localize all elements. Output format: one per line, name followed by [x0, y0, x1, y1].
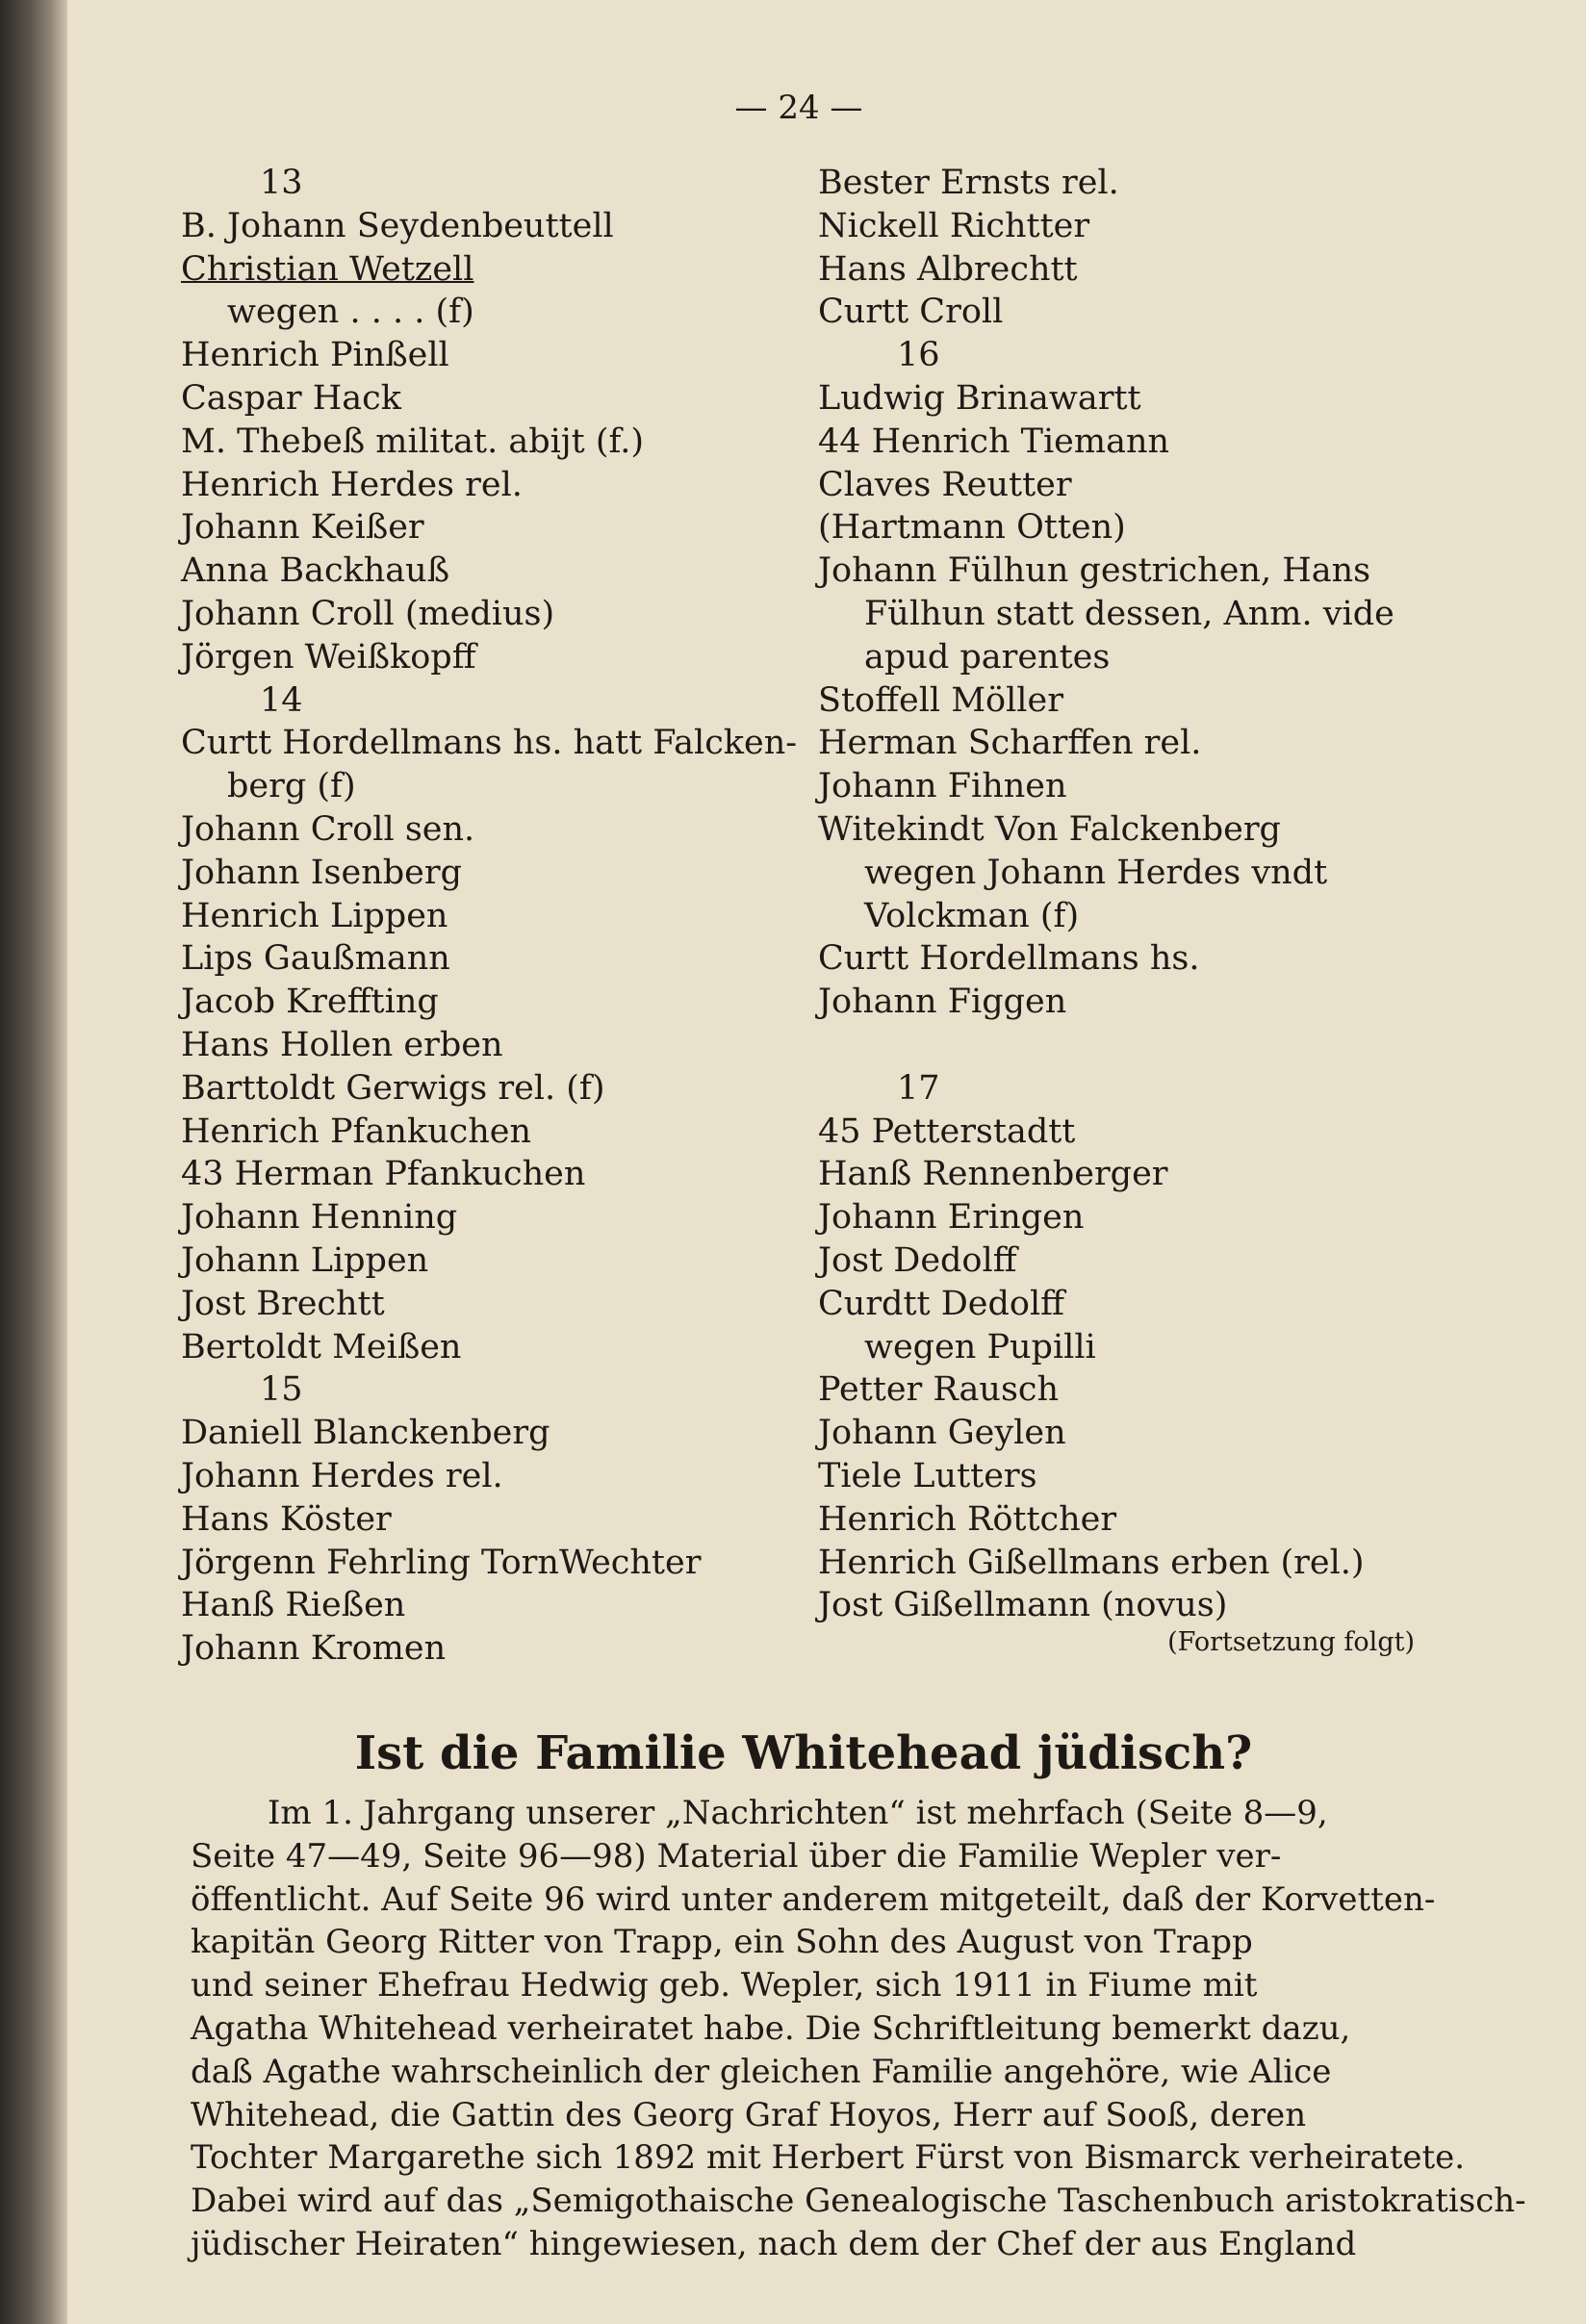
list-item: Jost Gißellmann (novus)	[818, 1586, 1228, 1625]
list-item: Bester Ernsts rel.	[818, 164, 1119, 202]
list-item: Henrich Röttcher	[818, 1499, 1117, 1539]
list-item: Hans Albrechtt	[818, 249, 1078, 289]
list-item: Johann Herdes rel.	[181, 1456, 503, 1495]
list-item: Hanß Rießen	[181, 1586, 406, 1625]
list-item: Claves Reutter	[818, 465, 1072, 504]
list-item	[181, 248, 797, 292]
list-item: Jost Dedolff	[818, 1240, 1017, 1280]
section-number: 16	[897, 336, 940, 375]
underlined-name: Christian Wetzell	[181, 249, 474, 289]
list-item: Hans Hollen erben	[181, 1025, 503, 1064]
list-item: B. Johann Seydenbeuttell	[181, 206, 614, 245]
article-line: öffentlicht. Auf Seite 96 wird unter anderem mitgeteilt, daß der Korvetten-	[191, 1879, 1436, 1919]
list-item: Johann Fülhun gestrichen, Hans	[818, 551, 1371, 591]
list-item: Johann Croll (medius)	[181, 594, 555, 633]
article-line: und seiner Ehefrau Hedwig geb. Wepler, sich 1911 in Fiume mit	[191, 1966, 1258, 2005]
list-item: Daniell Blanckenberg	[181, 1414, 550, 1453]
list-item: Curtt Hordellmans hs. hatt Falcken-	[181, 724, 798, 763]
article-line: Agatha Whitehead verheiratet habe. Die Schriftleitung bemerkt dazu,	[191, 2008, 1351, 2048]
list-item: Tiele Lutters	[818, 1456, 1037, 1495]
list-item: Curtt Hordellmans hs.	[818, 939, 1200, 979]
list-item: Volckman (f)	[864, 896, 1080, 935]
article-line: Tochter Margarethe sich 1892 mit Herbert Fürst von Bismarck verheiratete.	[191, 2138, 1466, 2178]
list-item: Henrich Lippen	[181, 896, 448, 935]
page-number: — 24 —	[734, 89, 863, 127]
right-column	[818, 162, 1424, 1627]
list-item: Jörgen Weißkopff	[181, 637, 476, 677]
book-gutter	[0, 0, 67, 2324]
article-line: daß Agathe wahrscheinlich der gleichen Familie angehöre, wie Alice	[191, 2052, 1332, 2091]
list-item: Stoffell Möller	[818, 680, 1063, 720]
list-item: Barttoldt Gerwigs rel. (f)	[181, 1068, 605, 1108]
article-line: Whitehead, die Gattin des Georg Graf Hoyos, Herr auf Sooß, deren	[191, 2095, 1307, 2134]
list-item: Johann Kromen	[181, 1629, 447, 1669]
section-number: 17	[897, 1068, 940, 1108]
section-number: 13	[260, 164, 303, 202]
list-item: Johann Henning	[181, 1198, 458, 1238]
list-item: (Hartmann Otten)	[818, 508, 1126, 548]
list-item: Henrich Gißellmans erben (rel.)	[818, 1543, 1365, 1582]
list-item: Caspar Hack	[181, 378, 401, 418]
section-number: 15	[260, 1370, 303, 1410]
list-item: Henrich Pinßell	[181, 336, 449, 375]
list-item: Johann Isenberg	[181, 853, 463, 892]
list-item: Bertoldt Meißen	[181, 1327, 462, 1366]
list-item: Curtt Croll	[818, 293, 1004, 332]
list-item: apud parentes	[864, 637, 1111, 677]
section-number: 14	[260, 680, 303, 720]
list-item: Henrich Herdes rel.	[181, 465, 523, 504]
list-item: Petter Rausch	[818, 1370, 1060, 1410]
list-item: Jost Brechtt	[181, 1284, 385, 1323]
list-item: Fülhun statt dessen, Anm. vide	[864, 594, 1394, 633]
blank-line	[818, 1024, 1424, 1067]
list-item: Johann Geylen	[818, 1414, 1066, 1453]
article-line: Im 1. Jahrgang unserer „Nachrichten“ ist mehrfach (Seite 8—9,	[268, 1794, 1328, 1832]
article-line: Dabei wird auf das „Semigothaische Genealogische Taschenbuch aristokratisch-	[191, 2182, 1526, 2221]
article-line: kapitän Georg Ritter von Trapp, ein Sohn des August von Trapp	[191, 1923, 1253, 1962]
article-line: jüdischer Heiraten“ hingewiesen, nach dem der Chef der aus England	[191, 2224, 1357, 2263]
list-item: Ludwig Brinawartt	[818, 378, 1141, 418]
list-item: Jörgenn Fehrling TornWechter	[181, 1543, 702, 1582]
list-item: Johann Eringen	[818, 1198, 1085, 1238]
list-item: Hanß Rennenberger	[818, 1155, 1168, 1194]
list-item: wegen Johann Herdes vndt	[864, 853, 1328, 892]
list-item: M. Thebeß militat. abijt (f.)	[181, 421, 644, 461]
list-item: Herman Scharffen rel.	[818, 724, 1202, 763]
list-item: Johann Lippen	[181, 1240, 429, 1280]
list-item: wegen . . . . (f)	[227, 293, 474, 332]
list-item: Jacob Krеffting	[181, 983, 439, 1022]
continued-note: (Fortsetzung folgt)	[1167, 1627, 1415, 1657]
list-item: Johann Keißer	[181, 508, 424, 548]
list-item: berg (f)	[227, 767, 356, 806]
list-item: Johann Fihnen	[818, 767, 1067, 806]
list-item: 45 Petterstadtt	[818, 1111, 1076, 1151]
article-title: Ist die Familie Whitehead jüdisch?	[354, 1726, 1253, 1780]
list-item: Curdtt Dedolff	[818, 1284, 1065, 1323]
list-item: Nickell Richtter	[818, 206, 1090, 245]
article-line: Seite 47—49, Seite 96—98) Material über die Familie Wepler ver-	[191, 1836, 1282, 1876]
list-item: 43 Herman Pfankuchen	[181, 1155, 586, 1194]
list-item: Lips Gaußmann	[181, 939, 450, 979]
left-column	[181, 162, 797, 1671]
list-item: Johann Croll sen.	[181, 809, 475, 849]
list-item: Hans Köster	[181, 1499, 392, 1539]
list-item: Henrich Pfankuchen	[181, 1111, 532, 1151]
list-item: Johann Figgen	[818, 983, 1067, 1022]
article-body	[191, 1792, 1526, 2266]
list-item: Anna Backhauß	[181, 551, 450, 591]
list-item: 44 Henrich Tiemann	[818, 421, 1170, 461]
list-item: wegen Pupilli	[864, 1327, 1096, 1366]
list-item: Witekindt Von Falckenberg	[818, 809, 1281, 849]
